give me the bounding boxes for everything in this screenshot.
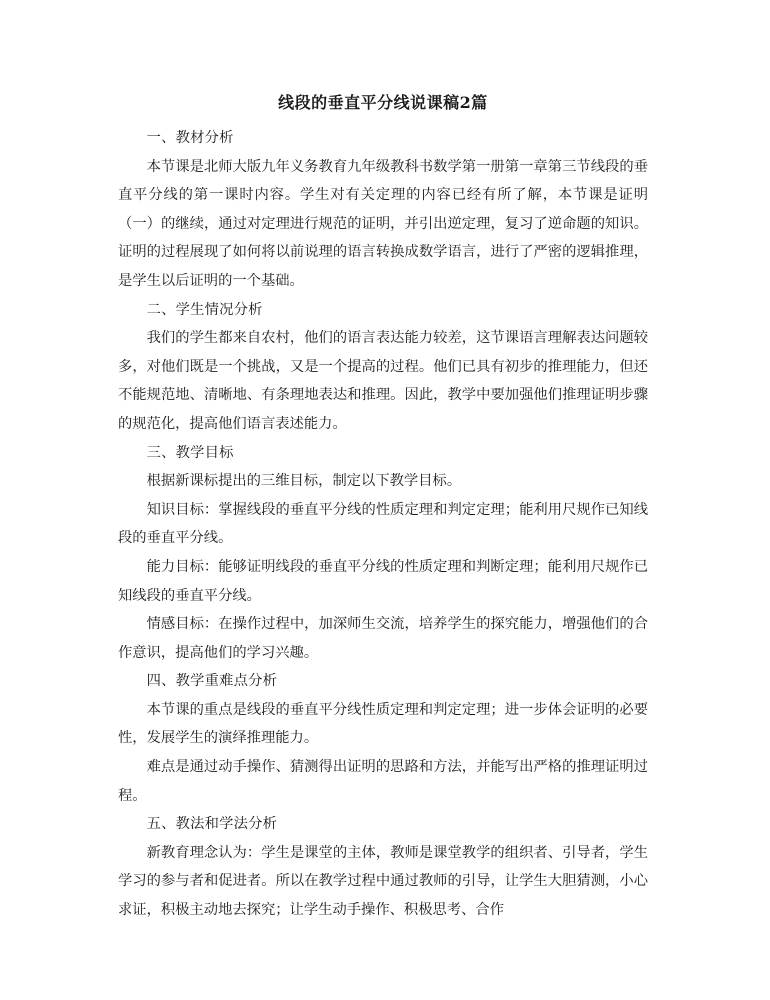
section-heading: 四、教学重难点分析 — [146, 673, 278, 690]
document-page — [118, 90, 648, 925]
section-heading: 二、学生情况分析 — [146, 301, 263, 318]
section-heading: 一、教材分析 — [146, 130, 234, 146]
body-paragraph: 新教育理念认为：学生是课堂的主体，教师是课堂教学的组织者、引导者，学生学习的参与者和促进者。所以在教学过程中通过教师的引导，让学生大胆猜测，小心求证，积极主动地去探究；让学生动手操作、积极思考、合作 — [118, 844, 648, 919]
section-key-difficulties — [118, 667, 648, 810]
body-paragraph: 我们的学生都来自农村，他们的语言表达能力较差，这节课语言理解表达问题较多，对他们既是一个挑战，又是一个提高的过程。他们已具有初步的推理能力，但还不能规范地、清晰地、有条理地表达和推理。因此，教学中要加强他们推理证明步骤的规范化，提高他们语言表述能力。 — [118, 330, 648, 432]
section-materials-analysis — [118, 124, 648, 296]
body-paragraph: 本节课是北师大版九年义务教育九年级教科书数学第一册第一章第三节线段的垂直平分线的第一课时内容。学生对有关定理的内容已经有所了解，本节课是证明（一）的继续，通过对定理进行规范的证明，并引出逆定理，复习了逆命题的知识。证明的过程展现了如何将以前说理的语言转换成数学语言，进行了严密的逻辑推理，是学生以后证明的一个基础。 — [118, 158, 648, 289]
body-paragraph: 本节课的重点是线段的垂直平分线性质定理和判定定理；进一步体会证明的必要性，发展学生的演绎推理能力。 — [118, 701, 648, 747]
section-student-analysis — [118, 296, 648, 439]
body-paragraph: 知识目标：掌握线段的垂直平分线的性质定理和判定定理；能利用尺规作已知线段的垂直平分线。 — [118, 501, 648, 547]
body-paragraph: 难点是通过动手操作、猜测得出证明的思路和方法，并能写出严格的推理证明过程。 — [118, 759, 648, 804]
section-heading: 三、教学目标 — [146, 444, 234, 461]
section-teaching-methods — [118, 810, 648, 924]
section-teaching-goals — [118, 439, 648, 668]
body-paragraph: 根据新课标提出的三维目标，制定以下教学目标。 — [146, 473, 462, 490]
document-title: 线段的垂直平分线说课稿2篇 — [278, 93, 488, 112]
body-paragraph: 能力目标：能够证明线段的垂直平分线的性质定理和判断定理；能利用尺规作已知线段的垂直平分线。 — [118, 558, 648, 604]
body-paragraph: 情感目标：在操作过程中，加深师生交流，培养学生的探究能力，增强他们的合作意识，提高他们的学习兴趣。 — [118, 616, 648, 661]
section-heading: 五、教法和学法分析 — [146, 816, 278, 833]
